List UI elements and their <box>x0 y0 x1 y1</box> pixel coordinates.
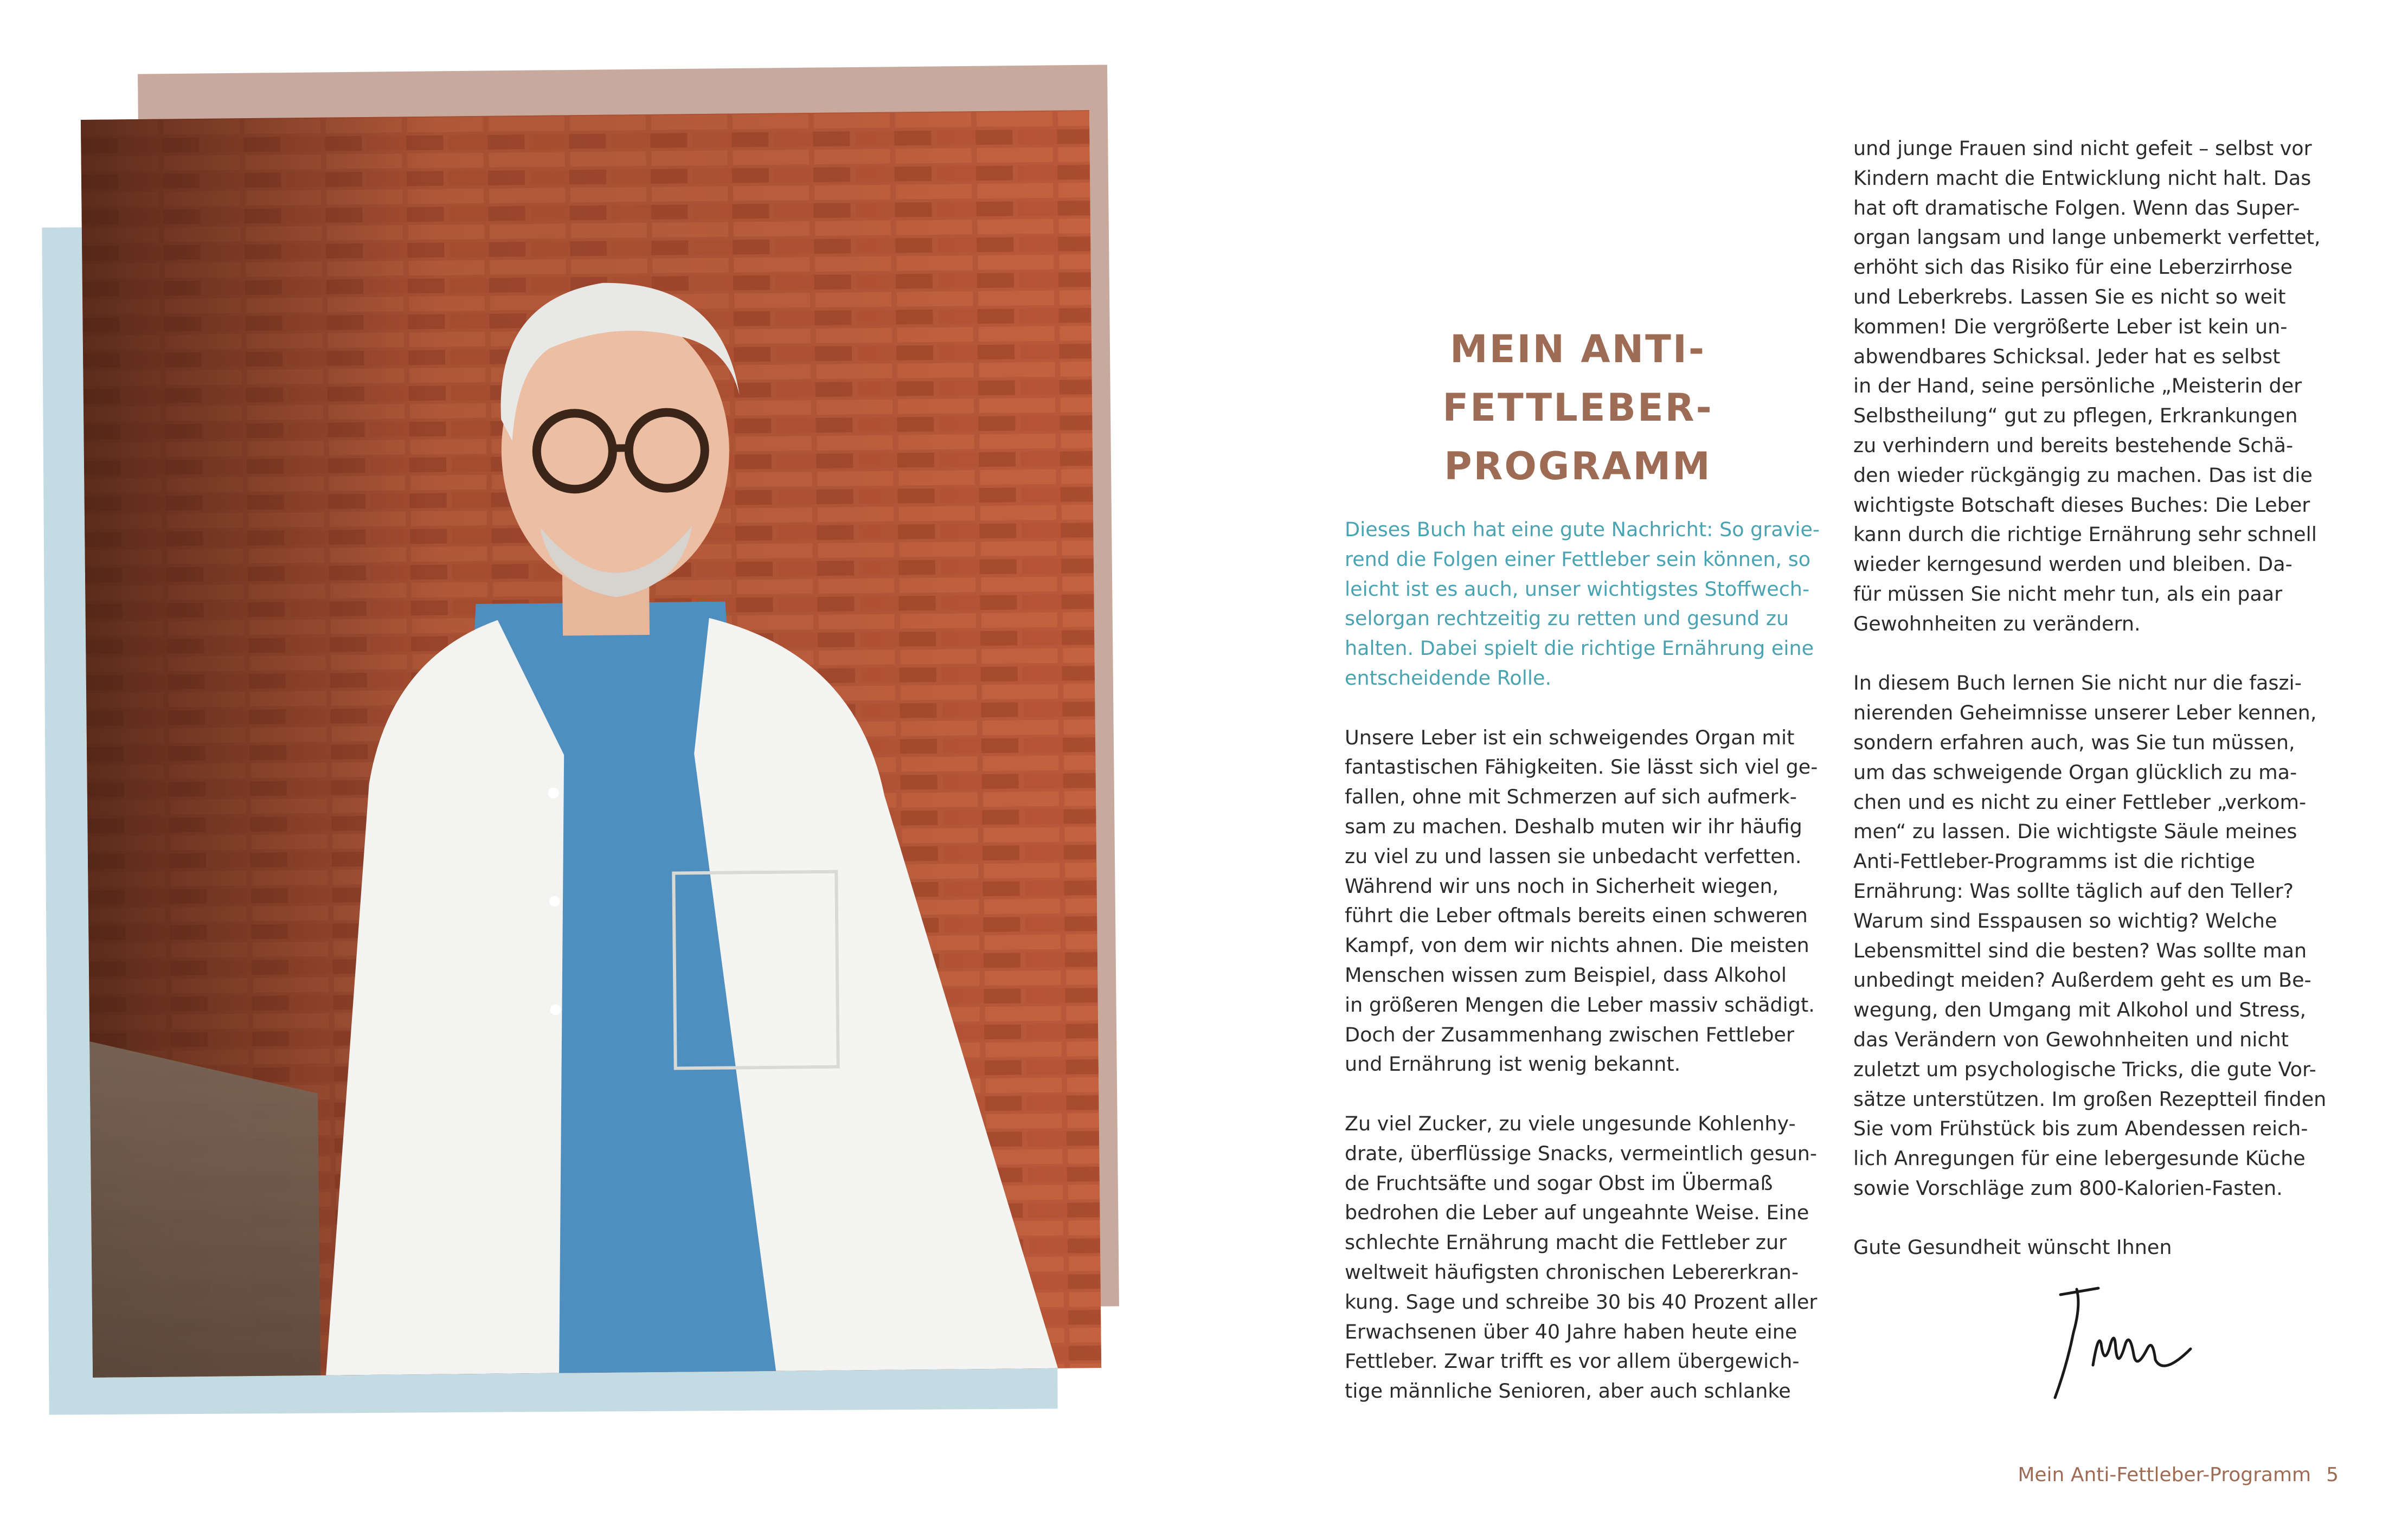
text-line: lich Anregungen für eine lebergesunde Küche <box>1853 1147 2306 1171</box>
chapter-title-line: PROGRAMM <box>1444 444 1712 488</box>
body-paragraph-1 <box>1345 723 1822 1080</box>
text-line: Während wir uns noch in Sicherheit wiegen, <box>1345 874 1779 898</box>
text-line: rend die Folgen einer Fettleber sein können, so <box>1345 547 1811 571</box>
text-line: Warum sind Esspausen so wichtig? Welche <box>1853 909 2277 933</box>
text-line: sowie Vorschläge zum 800-Kalorien-Fasten. <box>1853 1176 2283 1200</box>
text-line: unbedingt meiden? Außerdem geht es um Be- <box>1853 968 2311 992</box>
text-line: entscheidende Rolle. <box>1345 666 1552 690</box>
text-line: kung. Sage und schreibe 30 bis 40 Prozent aller <box>1345 1290 1818 1314</box>
text-line: Gewohnheiten zu verändern. <box>1853 612 2141 635</box>
text-line: tige männliche Senioren, aber auch schlanke <box>1345 1379 1791 1403</box>
text-line: de Fruchtsäfte und sogar Obst im Übermaß <box>1345 1171 1773 1195</box>
text-line: fallen, ohne mit Schmerzen auf sich aufmerk- <box>1345 785 1797 809</box>
text-line: Erwachsenen über 40 Jahre haben heute eine <box>1345 1320 1797 1343</box>
text-line: fantastischen Fähigkeiten. Sie lässt sich viel ge- <box>1345 755 1818 779</box>
text-line: Doch der Zusammenhang zwischen Fettleber <box>1345 1022 1794 1046</box>
text-line: führt die Leber oftmals bereits einen schweren <box>1345 904 1808 928</box>
text-line: in der Hand, seine persönliche „Meisterin der <box>1853 374 2302 398</box>
text-line: zu viel zu und lassen sie unbedacht verfetten. <box>1345 844 1802 868</box>
text-column-left <box>1345 515 1822 1406</box>
text-line: sätze unterstützen. Im großen Rezeptteil finden <box>1853 1087 2327 1111</box>
text-line: selorgan rechtzeitig zu retten und gesund zu <box>1345 607 1789 631</box>
text-line: sam zu machen. Deshalb muten wir ihr häufig <box>1345 814 1802 838</box>
text-column-right <box>1853 134 2341 1263</box>
body-paragraph-2 <box>1345 1109 1822 1406</box>
body-paragraph-3 <box>1853 134 2341 639</box>
text-line: hat oft dramatische Folgen. Wenn das Super- <box>1853 196 2300 220</box>
text-line: den wieder rückgängig zu machen. Das ist die <box>1853 463 2313 487</box>
text-line: Ernährung: Was sollte täglich auf den Teller? <box>1853 879 2294 903</box>
text-line: Menschen wissen zum Beispiel, dass Alkohol <box>1345 963 1787 987</box>
text-line: wieder kerngesund werden und bleiben. Da- <box>1853 552 2293 576</box>
page-footer <box>2018 1464 2339 1486</box>
text-line: schlechte Ernährung macht die Fettleber zur <box>1345 1231 1787 1255</box>
portrait-illustration <box>81 110 1101 1378</box>
text-line: kann durch die richtige Ernährung sehr schnell <box>1853 523 2317 546</box>
text-line: zu verhindern und bereits bestehende Schä- <box>1853 433 2294 457</box>
text-line: men“ zu lassen. Die wichtigste Säule meines <box>1853 820 2297 844</box>
text-line: kommen! Die vergrößerte Leber ist kein un- <box>1853 314 2288 338</box>
text-line: chen und es nicht zu einer Fettleber „verkom- <box>1853 790 2307 814</box>
text-line: wegung, den Umgang mit Alkohol und Stress, <box>1853 998 2307 1022</box>
text-line: in größeren Mengen die Leber massiv schädigt. <box>1345 993 1815 1017</box>
text-line: Dieses Buch hat eine gute Nachricht: So gravie- <box>1345 518 1820 541</box>
text-line: nierenden Geheimnisse unserer Leber kennen, <box>1853 701 2317 725</box>
text-line: und Leberkrebs. Lassen Sie es nicht so weit <box>1853 285 2286 308</box>
text-line: Lebensmittel sind die besten? Was sollte man <box>1853 938 2307 962</box>
text-line: halten. Dabei spielt die richtige Ernährung eine <box>1345 636 1814 660</box>
closing-line: Gute Gesundheit wünscht Ihnen <box>1853 1236 2172 1259</box>
running-title: Mein Anti-Fettleber-Programm <box>2018 1464 2311 1486</box>
text-line: Sie vom Frühstück bis zum Abendessen reich- <box>1853 1117 2308 1141</box>
page-number: 5 <box>2326 1464 2339 1486</box>
text-line: Kindern macht die Entwicklung nicht halt. Das <box>1853 166 2311 190</box>
text-line: drate, überflüssige Snacks, vermeintlich gesun- <box>1345 1141 1818 1165</box>
author-portrait-photo <box>81 110 1101 1378</box>
text-line: erhöht sich das Risiko für eine Leberzirrhose <box>1853 255 2293 279</box>
text-line: In diesem Buch lernen Sie nicht nur die faszi- <box>1853 671 2302 695</box>
text-line: weltweit häufigsten chronischen Lebererkran- <box>1345 1260 1799 1284</box>
text-line: Fettleber. Zwar trifft es vor allem übergewich- <box>1345 1349 1800 1373</box>
author-signature <box>2039 1284 2201 1414</box>
text-line: Anti-Fettleber-Programms ist die richtige <box>1853 850 2255 873</box>
text-line: leicht ist es auch, unser wichtigstes Stoffwech- <box>1345 577 1810 601</box>
text-line: Selbstheilung“ gut zu pflegen, Erkrankungen <box>1853 404 2298 428</box>
chapter-title-line: MEIN ANTI- <box>1449 327 1706 371</box>
body-paragraph-4 <box>1853 668 2341 1203</box>
chapter-title-line: FETTLEBER- <box>1442 385 1713 430</box>
text-line: abwendbares Schicksal. Jeder hat es selbst <box>1853 344 2281 368</box>
text-line: Zu viel Zucker, zu viele ungesunde Kohlenhy- <box>1345 1111 1796 1135</box>
text-line: organ langsam und lange unbemerkt verfettet, <box>1853 226 2321 249</box>
chapter-title <box>1366 320 1789 496</box>
text-line: zuletzt um psychologische Tricks, die gute Vor- <box>1853 1057 2316 1081</box>
text-line: um das schweigende Organ glücklich zu ma- <box>1853 760 2297 784</box>
text-line: Unsere Leber ist ein schweigendes Organ mit <box>1345 725 1795 749</box>
text-line: und junge Frauen sind nicht gefeit – selbst vor <box>1853 137 2312 160</box>
text-line: und Ernährung ist wenig bekannt. <box>1345 1052 1681 1076</box>
text-line: bedrohen die Leber auf ungeahnte Weise. Eine <box>1345 1201 1809 1225</box>
text-line: Kampf, von dem wir nichts ahnen. Die meisten <box>1345 934 1809 957</box>
intro-paragraph <box>1345 515 1822 693</box>
text-line: sondern erfahren auch, was Sie tun müssen, <box>1853 730 2295 754</box>
text-line: für müssen Sie nicht mehr tun, als ein paar <box>1853 582 2283 606</box>
text-line: wichtigste Botschaft dieses Buches: Die Leber <box>1853 493 2310 517</box>
text-line: das Verändern von Gewohnheiten und nicht <box>1853 1027 2289 1051</box>
